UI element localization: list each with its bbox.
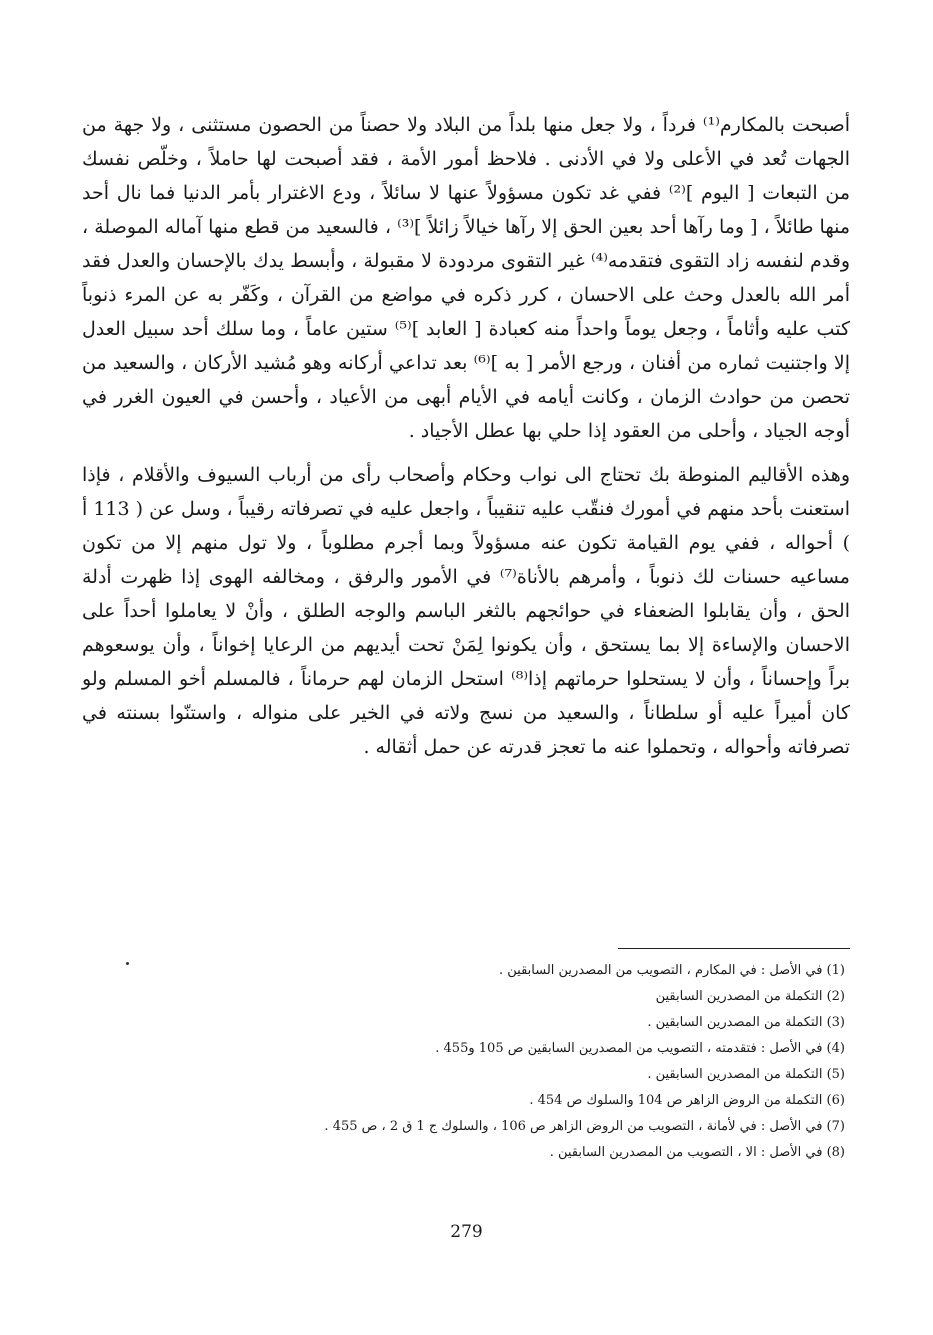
paragraph: وهذه الأقاليم المنوطة بك تحتاج الى نواب وحكام وأصحاب رأى من أرباب السيوف والأقلام ، فإذا استعنت بأحد منهم في أمورك فنقّب عليه تنقيباً ، واجعل عليه في تصرفاته رقيباً ، وسل عن ( 113 أ ) أحواله ، ففي يوم القيامة تكون عنه مسؤولاً وبما أجرم مطلوباً ، ولا تول منهم إلا من تكون مساعيه حسنات لك ذنوباً ، وأمرهم بالأناة⁽⁷⁾ في الأمور والرفق ، ومخالفه الهوى إذا ظهرت أدلة الحق ، وأن يقابلوا الضعفاء في حوائجهم بالثغر الباسم والوجه الطلق ، وأنْ لا يعاملوا أحداً على الاحسان والإساءة إلا بما يستحق ، وأن يكونوا لِمَنْ تحت أيديهم من الرعايا إخواناً ، وأن يوسعوهم براً وإحساناً ، وأن لا يستحلوا حرماتهم إذا⁽⁸⁾ استحل الزمان لهم حرماناً ، فالمسلم أخو المسلم ولو كان أميراً عليه أو سلطاناً ، والسعيد من نسج ولاته في الخير على منواله ، واستنّوا بسنته في تصرفاته وأحواله ، وتحملوا عنه ما تعجز قدرته عن حمل أثقاله . (82, 464, 850, 758)
main-text (82, 108, 850, 764)
footnote: (6) التكملة من الروض الزاهر ص 104 والسلوك ص 454 . (529, 1093, 845, 1108)
footnote-separator (618, 948, 850, 949)
paragraph: أصبحت بالمكارم⁽¹⁾ فرداً ، ولا جعل منها بلداً من البلاد ولا حصناً من الحصون مستثنى ، ولا جهة من الجهات تُعد في الأعلى ولا في الأدنى . فلاحظ أمور الأمة ، فقد أصبحت لها حاملاً ، وخلّص نفسك من التبعات [ اليوم ]⁽²⁾ ففي غد تكون مسؤولاً عنها لا سائلاً ، ودع الاغترار بأمر الدنيا فما نال أحد منها طائلاً ، [ وما رآها أحد بعين الحق إلا رآها خيالاً زائلاً ]⁽³⁾ ، فالسعيد من قطع منها آماله الموصلة ، وقدم لنفسه زاد التقوى فتقدمه⁽⁴⁾ غير التقوى مردودة لا مقبولة ، وأبسط يدك بالإحسان والعدل فقد أمر الله بالعدل وحث على الاحسان ، كرر ذكره في مواضع من القرآن ، وكَفّر به عن المرء ذنوباً كتب عليه وأثاماً ، وجعل يوماً واحداً منه كعبادة [ العابد ]⁽⁵⁾ ستين عاماً ، وما سلك أحد سبيل العدل إلا واجتنيت ثماره من أفنان ، ورجع الأمر [ به ]⁽⁶⁾ بعد تداعي أركانه وهو مُشيد الأركان ، والسعيد من تحصن من حوادث الزمان ، وكانت أيامه في الأيام أبهى من الأعياد ، وأحسن في العيون الغرر في أوجه الجياد ، وأحلى من العقود إذا حلي بها عطل الأجياد . (82, 114, 850, 442)
footnote: (1) في الأصل : في المكارم ، التصويب من المصدرين السابقين . (498, 963, 845, 978)
page-number: 279 (450, 1222, 483, 1242)
footnote: (4) في الأصل : فتقدمته ، التصويب من المصدرين السابقين ص 105 و455 . (435, 1041, 845, 1056)
footnote: (5) التكملة من المصدرين السابقين . (647, 1067, 845, 1082)
footnote: (2) التكملة من المصدرين السابقين (655, 989, 845, 1004)
scan-speck (126, 962, 129, 965)
footnote: (7) في الأصل : في لأمانة ، التصويب من الروض الزاهر ص 106 ، والسلوك ج 1 ق 2 ، ص 455 . (324, 1119, 845, 1134)
footnote: (8) في الأصل : الا ، التصويب من المصدرين السابقين . (549, 1145, 845, 1160)
footnote: (3) التكملة من المصدرين السابقين . (647, 1015, 845, 1030)
footnotes (145, 958, 845, 1166)
